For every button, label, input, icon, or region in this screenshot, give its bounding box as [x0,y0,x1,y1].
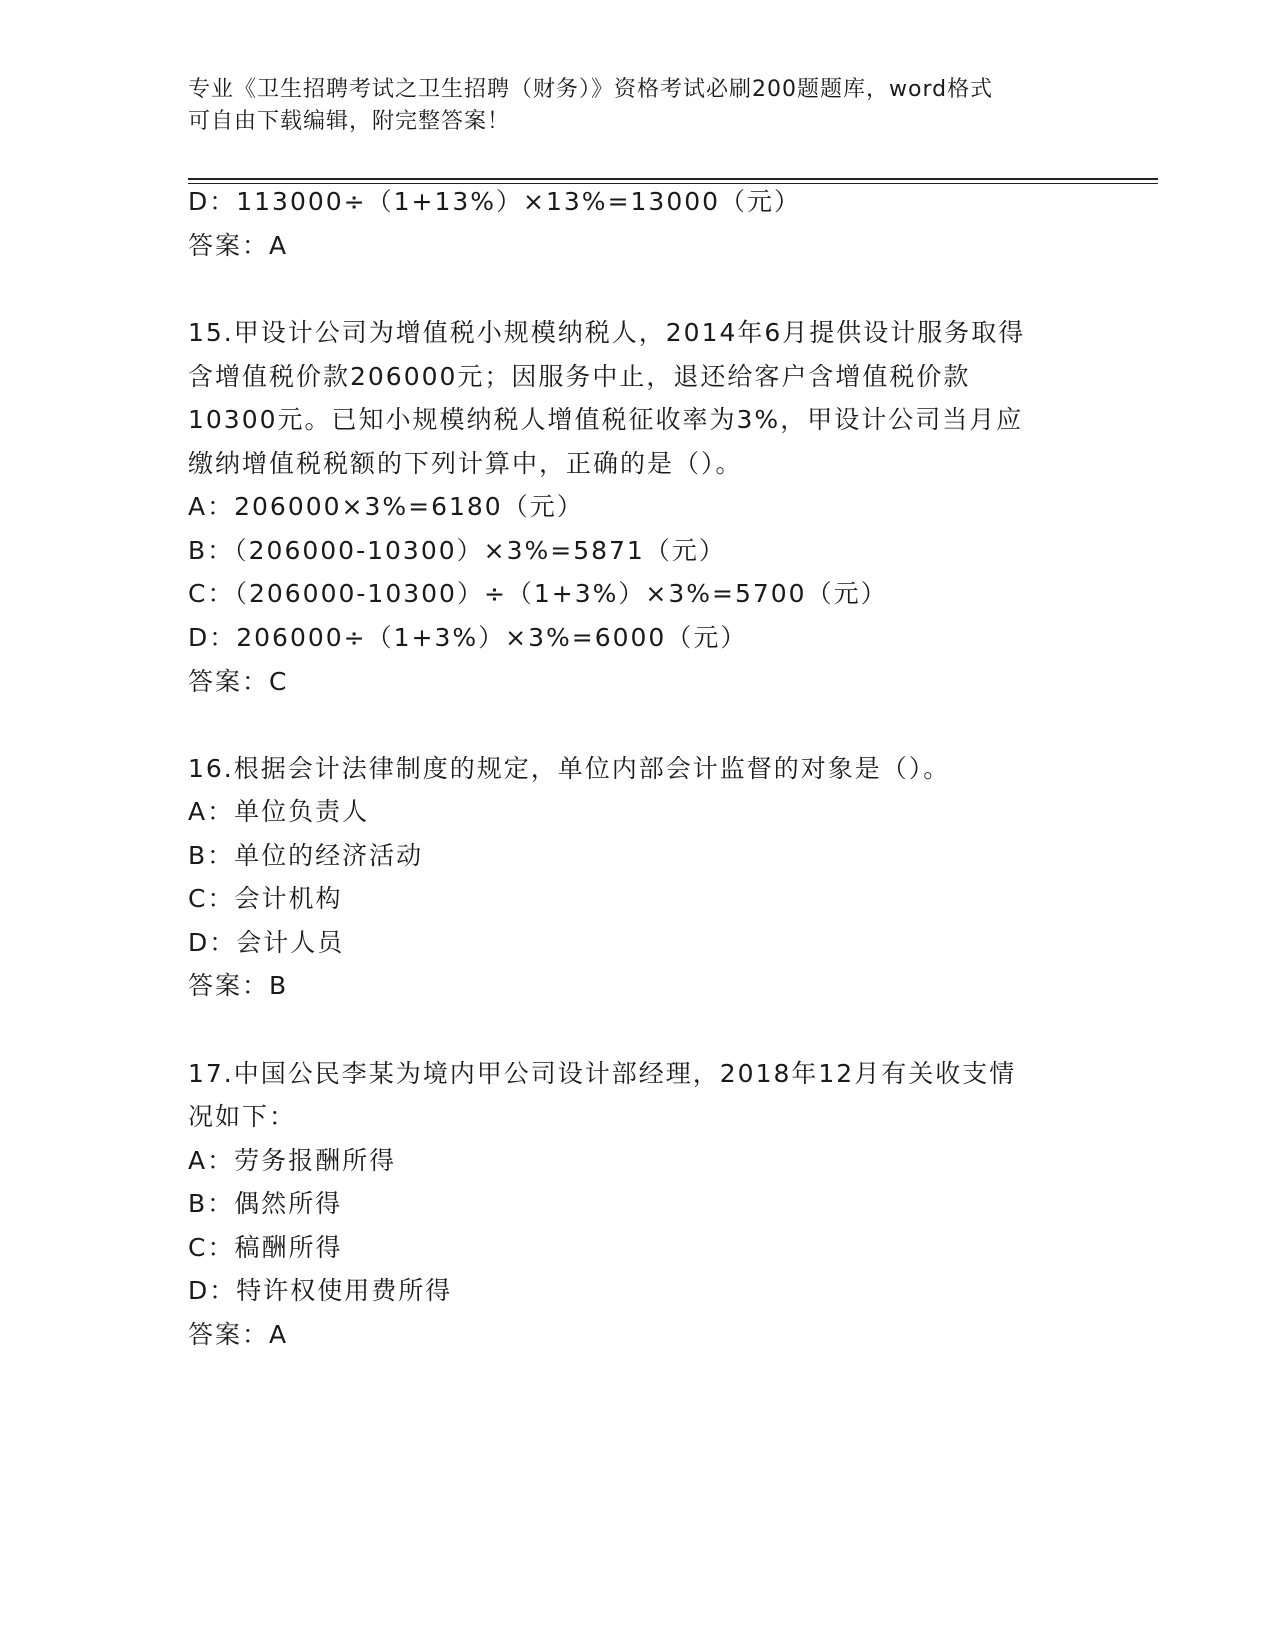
document-header [188,74,1088,138]
q14-option-d: D：113000÷（1+13%）×13%=13000（元） [188,187,802,216]
q16-option-c: C：会计机构 [188,884,343,913]
q15-option-d: D：206000÷（1+3%）×3%=6000（元） [188,623,748,652]
q16-stem-line-1: 16.根据会计法律制度的规定，单位内部会计监督的对象是（）。 [188,754,951,783]
q17-answer: 答案：A [188,1320,289,1349]
q15-option-a: A：206000×3%=6180（元） [188,492,584,521]
header-line-2: 可自由下载编辑，附完整答案！ [188,109,511,134]
q17-option-c: C：稿酬所得 [188,1233,343,1262]
q15-stem-line-3: 10300元。已知小规模纳税人增值税征收率为3%，甲设计公司当月应 [188,405,1024,434]
q15-option-b: B：（206000-10300）×3%=5871（元） [188,536,726,565]
q17-option-d: D：特许权使用费所得 [188,1276,453,1305]
header-line-1: 专业《卫生招聘考试之卫生招聘（财务）》资格考试必刷200题题库，word格式 [188,77,994,102]
q15-stem-line-4: 缴纳增值税税额的下列计算中，正确的是（）。 [188,449,743,478]
q16-option-a: A：单位负责人 [188,797,370,826]
q15-stem-line-2: 含增值税价款206000元；因服务中止，退还给客户含增值税价款 [188,362,971,391]
q16-option-d: D：会计人员 [188,928,345,957]
header-divider-thin [188,183,1158,184]
q17-stem-line-2: 况如下： [188,1102,297,1131]
q15-stem-line-1: 15.甲设计公司为增值税小规模纳税人，2014年6月提供设计服务取得 [188,318,1026,347]
q17-option-a: A：劳务报酬所得 [188,1146,397,1175]
q17-stem-line-1: 17.中国公民李某为境内甲公司设计部经理，2018年12月有关收支情 [188,1059,1017,1088]
q14-answer: 答案：A [188,231,289,260]
q15-answer: 答案：C [188,667,289,696]
header-divider-thick [188,178,1158,180]
q17-option-b: B：偶然所得 [188,1189,343,1218]
q15-option-c: C：（206000-10300）÷（1+3%）×3%=5700（元） [188,579,888,608]
q16-option-b: B：单位的经济活动 [188,841,424,870]
q16-answer: 答案：B [188,971,289,1000]
